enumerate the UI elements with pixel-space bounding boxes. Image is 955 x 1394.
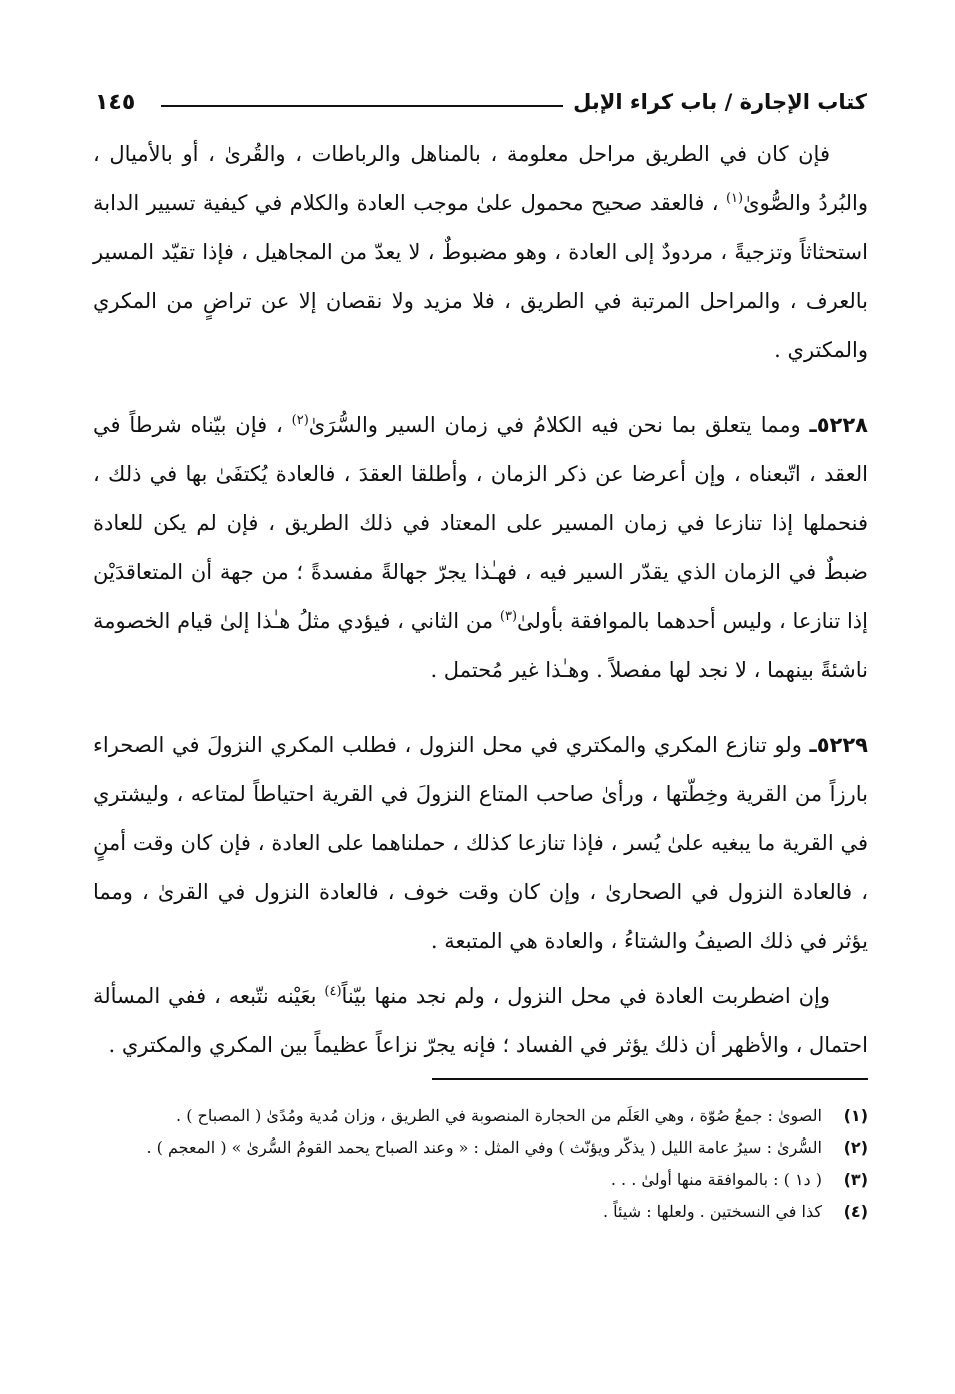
footnote bbox=[93, 1196, 868, 1228]
footnote bbox=[93, 1132, 868, 1164]
paragraph bbox=[93, 972, 868, 1070]
footnote-text: السُّرىٰ : سيرُ عامة الليل ( يذكّر ويؤنّث ) وفي المثل : « وعند الصباح يحمد القومُ السُّرىٰ » ( المعجم ) . bbox=[146, 1138, 822, 1157]
footnote-ref: (٣) bbox=[499, 609, 518, 624]
paragraph bbox=[93, 721, 868, 966]
paragraph-text: وإن اضطربت العادة في محل النزول ، ولم نجد منها بيّناً bbox=[341, 984, 830, 1008]
paragraph-number: ٥٢٢٩ـ bbox=[809, 733, 868, 757]
header-title: كتاب الإجارة / باب كراء الإبل bbox=[573, 90, 867, 114]
footnote-ref: (٢) bbox=[291, 413, 309, 428]
footnote bbox=[93, 1100, 868, 1132]
paragraph-number: ٥٢٢٨ـ bbox=[809, 413, 868, 437]
paragraph-text: ومما يتعلق بما نحن فيه الكلامُ في زمان السير والسُّرَىٰ bbox=[308, 413, 810, 437]
footnote-text: الصوىٰ : جمعُ صُوّة ، وهي العَلَم من الحجارة المنصوبة في الطريق ، وزان مُدية ومُدًىٰ ( المصباح ) . bbox=[176, 1106, 822, 1125]
footnote bbox=[93, 1164, 868, 1196]
footnote-text: ( د١ ) : بالموافقة منها أولىٰ . . . bbox=[610, 1170, 822, 1189]
page-number: ١٤٥ bbox=[95, 89, 136, 115]
paragraph-text: من الثاني ، فيؤدي مثلُ هـٰذا إلىٰ قيام الخصومة ناشئةً بينهما ، لا نجد لها مفصلاً . وهـٰذا غير مُحتمل . bbox=[93, 609, 868, 682]
footnote-number: (١) bbox=[843, 1106, 868, 1125]
running-header bbox=[95, 82, 867, 122]
paragraph-text: ، فإن بيّناه شرطاً في العقد ، اتّبعناه ، وإن أعرضا عن ذكر الزمان ، وأطلقا العقدَ ، فالعادة يُكتفَىٰ بها في ذلك ، فنحملها إذا تنازعا في زمان المسير على المعتاد في ذلك الطريق ، فإن لم يكن للعادة ضبطٌ في الزمان الذي يقدّر السير فيه ، فهـٰذا يجرّ جهالةً مفسدةً ؛ من جهة أن المتعاقدَيْن إذا تنازعا ، وليس أحدهما بالموافقة بأولىٰ bbox=[93, 413, 868, 633]
footnotes bbox=[93, 1100, 868, 1228]
footnote-separator bbox=[432, 1078, 868, 1080]
paragraph bbox=[93, 130, 868, 375]
footnote-number: (٤) bbox=[843, 1202, 868, 1221]
paragraph bbox=[93, 401, 868, 695]
paragraph-text: فإن كان في الطريق مراحل معلومة ، بالمناهل والرباطات ، والقُرىٰ ، أو بالأميال ، والبُردُ والصُّوىٰ bbox=[93, 142, 868, 215]
paragraph-text: بعَيْنه نتّبعه ، ففي المسألة احتمال ، والأظهر أن ذلك يؤثر في الفساد ؛ فإنه يجرّ نزاعاً عظيماً بين المكري والمكتري . bbox=[93, 984, 868, 1057]
footnote-number: (٢) bbox=[843, 1138, 868, 1157]
footnote-ref: (١) bbox=[725, 191, 744, 206]
body-text bbox=[93, 130, 868, 1070]
paragraph-text: ولو تنازع المكري والمكتري في محل النزول ، فطلب المكري النزولَ في الصحراء بارزاً من القرية وخِطّتها ، ورأىٰ صاحب المتاع النزولَ في القرية احتياطاً لمتاعه ، وليشتري في القرية ما يبغيه علىٰ يُسر ، فإذا تنازعا كذلك ، حملناهما على العادة ، فإن كان وقت أمنٍ ، فالعادة النزول في الصحارىٰ ، وإن كان وقت خوف ، فالعادة النزول في القرىٰ ، ومما يؤثر في ذلك الصيفُ والشتاءُ ، والعادة هي المتبعة . bbox=[93, 733, 868, 953]
header-rule bbox=[161, 105, 563, 107]
footnote-number: (٣) bbox=[843, 1170, 868, 1189]
footnote-text: كذا في النسختين . ولعلها : شيئاً . bbox=[603, 1202, 822, 1221]
paragraph-text: ، فالعقد صحيح محمول علىٰ موجب العادة والكلام في كيفية تسيير الدابة استحثاثاً وتزجيةً ، مردودٌ إلى العادة ، وهو مضبوطٌ ، لا يعدّ من المجاهيل ، فإذا تقيّد المسير بالعرف ، والمراحل المرتبة في الطريق ، فلا مزيد ولا نقصان إلا عن تراضٍ من المكري والمكتري . bbox=[93, 191, 868, 362]
footnote-ref: (٤) bbox=[324, 984, 342, 999]
